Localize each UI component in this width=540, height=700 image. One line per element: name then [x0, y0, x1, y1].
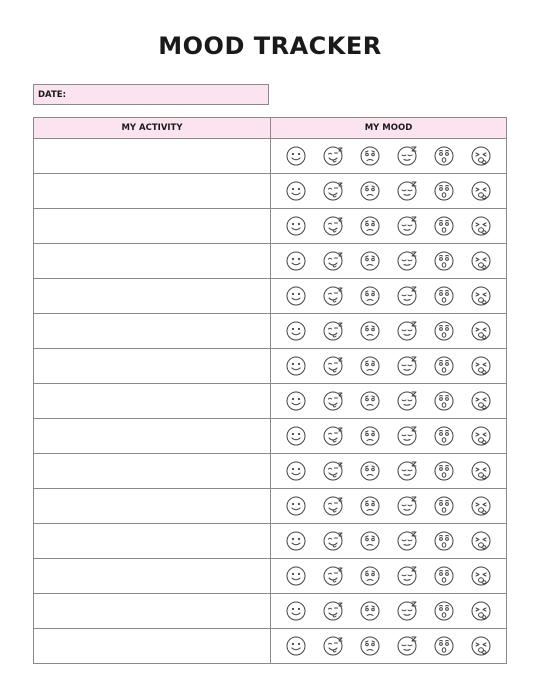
yawn-face-icon[interactable] [470, 145, 492, 167]
surprised-face-icon[interactable] [433, 390, 455, 412]
wink-tongue-face-icon[interactable] [322, 145, 344, 167]
worried-face-icon[interactable] [359, 215, 381, 237]
activity-header: MY ACTIVITY [34, 118, 271, 139]
mood-options [271, 244, 506, 278]
wink-tongue-face-icon[interactable] [322, 600, 344, 622]
table-row [34, 314, 507, 349]
smile-face-icon[interactable] [285, 495, 307, 517]
surprised-face-icon[interactable] [433, 600, 455, 622]
mood-options [271, 454, 506, 488]
activity-cell[interactable] [34, 209, 271, 244]
worried-face-icon[interactable] [359, 425, 381, 447]
activity-cell[interactable] [34, 244, 271, 279]
activity-cell[interactable] [34, 139, 271, 174]
surprised-face-icon[interactable] [433, 145, 455, 167]
table-row [34, 209, 507, 244]
worried-face-icon[interactable] [359, 635, 381, 657]
mood-options [271, 559, 506, 593]
activity-cell[interactable] [34, 349, 271, 384]
relieved-face-icon[interactable] [396, 495, 418, 517]
worried-face-icon[interactable] [359, 180, 381, 202]
relieved-face-icon[interactable] [396, 145, 418, 167]
table-row [34, 489, 507, 524]
mood-cell [271, 314, 507, 349]
mood-cell [271, 419, 507, 454]
worried-face-icon[interactable] [359, 250, 381, 272]
activity-cell[interactable] [34, 174, 271, 209]
mood-cell [271, 384, 507, 419]
mood-cell [271, 454, 507, 489]
date-field[interactable] [33, 84, 269, 105]
yawn-face-icon[interactable] [470, 390, 492, 412]
smile-face-icon[interactable] [285, 320, 307, 342]
relieved-face-icon[interactable] [396, 460, 418, 482]
relieved-face-icon[interactable] [396, 355, 418, 377]
smile-face-icon[interactable] [285, 635, 307, 657]
relieved-face-icon[interactable] [396, 425, 418, 447]
worried-face-icon[interactable] [359, 285, 381, 307]
wink-tongue-face-icon[interactable] [322, 495, 344, 517]
date-label: DATE: [38, 90, 66, 100]
wink-tongue-face-icon[interactable] [322, 460, 344, 482]
table-row [34, 244, 507, 279]
mood-options [271, 209, 506, 243]
yawn-face-icon[interactable] [470, 460, 492, 482]
wink-tongue-face-icon[interactable] [322, 635, 344, 657]
worried-face-icon[interactable] [359, 460, 381, 482]
table-row [34, 419, 507, 454]
surprised-face-icon[interactable] [433, 635, 455, 657]
mood-options [271, 279, 506, 313]
mood-cell [271, 349, 507, 384]
table-row [34, 629, 507, 664]
relieved-face-icon[interactable] [396, 600, 418, 622]
mood-header: MY MOOD [271, 118, 507, 139]
smile-face-icon[interactable] [285, 215, 307, 237]
yawn-face-icon[interactable] [470, 355, 492, 377]
smile-face-icon[interactable] [285, 285, 307, 307]
yawn-face-icon[interactable] [470, 495, 492, 517]
yawn-face-icon[interactable] [470, 285, 492, 307]
mood-table [33, 117, 507, 664]
yawn-face-icon[interactable] [470, 635, 492, 657]
smile-face-icon[interactable] [285, 530, 307, 552]
mood-options [271, 419, 506, 453]
activity-cell[interactable] [34, 384, 271, 419]
worried-face-icon[interactable] [359, 390, 381, 412]
activity-cell[interactable] [34, 489, 271, 524]
mood-options [271, 139, 506, 173]
mood-options [271, 384, 506, 418]
mood-options [271, 174, 506, 208]
mood-options [271, 594, 506, 628]
wink-tongue-face-icon[interactable] [322, 390, 344, 412]
relieved-face-icon[interactable] [396, 530, 418, 552]
wink-tongue-face-icon[interactable] [322, 530, 344, 552]
relieved-face-icon[interactable] [396, 565, 418, 587]
table-row [34, 454, 507, 489]
smile-face-icon[interactable] [285, 180, 307, 202]
activity-cell[interactable] [34, 524, 271, 559]
surprised-face-icon[interactable] [433, 565, 455, 587]
worried-face-icon[interactable] [359, 320, 381, 342]
worried-face-icon[interactable] [359, 145, 381, 167]
mood-options [271, 524, 506, 558]
relieved-face-icon[interactable] [396, 635, 418, 657]
wink-tongue-face-icon[interactable] [322, 250, 344, 272]
activity-cell[interactable] [34, 559, 271, 594]
table-row [34, 349, 507, 384]
table-row [34, 279, 507, 314]
worried-face-icon[interactable] [359, 495, 381, 517]
relieved-face-icon[interactable] [396, 180, 418, 202]
smile-face-icon[interactable] [285, 390, 307, 412]
table-row [34, 139, 507, 174]
relieved-face-icon[interactable] [396, 250, 418, 272]
surprised-face-icon[interactable] [433, 355, 455, 377]
page-title: MOOD TRACKER [158, 32, 382, 60]
mood-cell [271, 489, 507, 524]
worried-face-icon[interactable] [359, 530, 381, 552]
mood-cell [271, 559, 507, 594]
mood-cell [271, 524, 507, 559]
activity-cell[interactable] [34, 279, 271, 314]
smile-face-icon[interactable] [285, 600, 307, 622]
wink-tongue-face-icon[interactable] [322, 355, 344, 377]
surprised-face-icon[interactable] [433, 425, 455, 447]
mood-cell [271, 594, 507, 629]
mood-options [271, 629, 506, 663]
surprised-face-icon[interactable] [433, 460, 455, 482]
smile-face-icon[interactable] [285, 460, 307, 482]
relieved-face-icon[interactable] [396, 215, 418, 237]
relieved-face-icon[interactable] [396, 285, 418, 307]
activity-cell[interactable] [34, 454, 271, 489]
smile-face-icon[interactable] [285, 565, 307, 587]
table-row [34, 174, 507, 209]
mood-options [271, 489, 506, 523]
table-row [34, 384, 507, 419]
wink-tongue-face-icon[interactable] [322, 285, 344, 307]
surprised-face-icon[interactable] [433, 285, 455, 307]
yawn-face-icon[interactable] [470, 600, 492, 622]
wink-tongue-face-icon[interactable] [322, 425, 344, 447]
mood-cell [271, 629, 507, 664]
table-row [34, 594, 507, 629]
surprised-face-icon[interactable] [433, 530, 455, 552]
yawn-face-icon[interactable] [470, 565, 492, 587]
surprised-face-icon[interactable] [433, 250, 455, 272]
surprised-face-icon[interactable] [433, 180, 455, 202]
smile-face-icon[interactable] [285, 145, 307, 167]
mood-options [271, 314, 506, 348]
yawn-face-icon[interactable] [470, 530, 492, 552]
yawn-face-icon[interactable] [470, 425, 492, 447]
smile-face-icon[interactable] [285, 250, 307, 272]
activity-cell[interactable] [34, 419, 271, 454]
activity-cell[interactable] [34, 314, 271, 349]
wink-tongue-face-icon[interactable] [322, 320, 344, 342]
wink-tongue-face-icon[interactable] [322, 565, 344, 587]
smile-face-icon[interactable] [285, 425, 307, 447]
yawn-face-icon[interactable] [470, 215, 492, 237]
table-row [34, 524, 507, 559]
mood-cell [271, 174, 507, 209]
smile-face-icon[interactable] [285, 355, 307, 377]
mood-cell [271, 139, 507, 174]
activity-cell[interactable] [34, 594, 271, 629]
wink-tongue-face-icon[interactable] [322, 215, 344, 237]
worried-face-icon[interactable] [359, 600, 381, 622]
relieved-face-icon[interactable] [396, 390, 418, 412]
activity-cell[interactable] [34, 629, 271, 664]
worried-face-icon[interactable] [359, 565, 381, 587]
mood-cell [271, 244, 507, 279]
yawn-face-icon[interactable] [470, 180, 492, 202]
relieved-face-icon[interactable] [396, 320, 418, 342]
wink-tongue-face-icon[interactable] [322, 180, 344, 202]
mood-cell [271, 209, 507, 244]
worried-face-icon[interactable] [359, 355, 381, 377]
surprised-face-icon[interactable] [433, 320, 455, 342]
table-row [34, 559, 507, 594]
mood-cell [271, 279, 507, 314]
yawn-face-icon[interactable] [470, 250, 492, 272]
mood-options [271, 349, 506, 383]
yawn-face-icon[interactable] [470, 320, 492, 342]
surprised-face-icon[interactable] [433, 215, 455, 237]
surprised-face-icon[interactable] [433, 495, 455, 517]
